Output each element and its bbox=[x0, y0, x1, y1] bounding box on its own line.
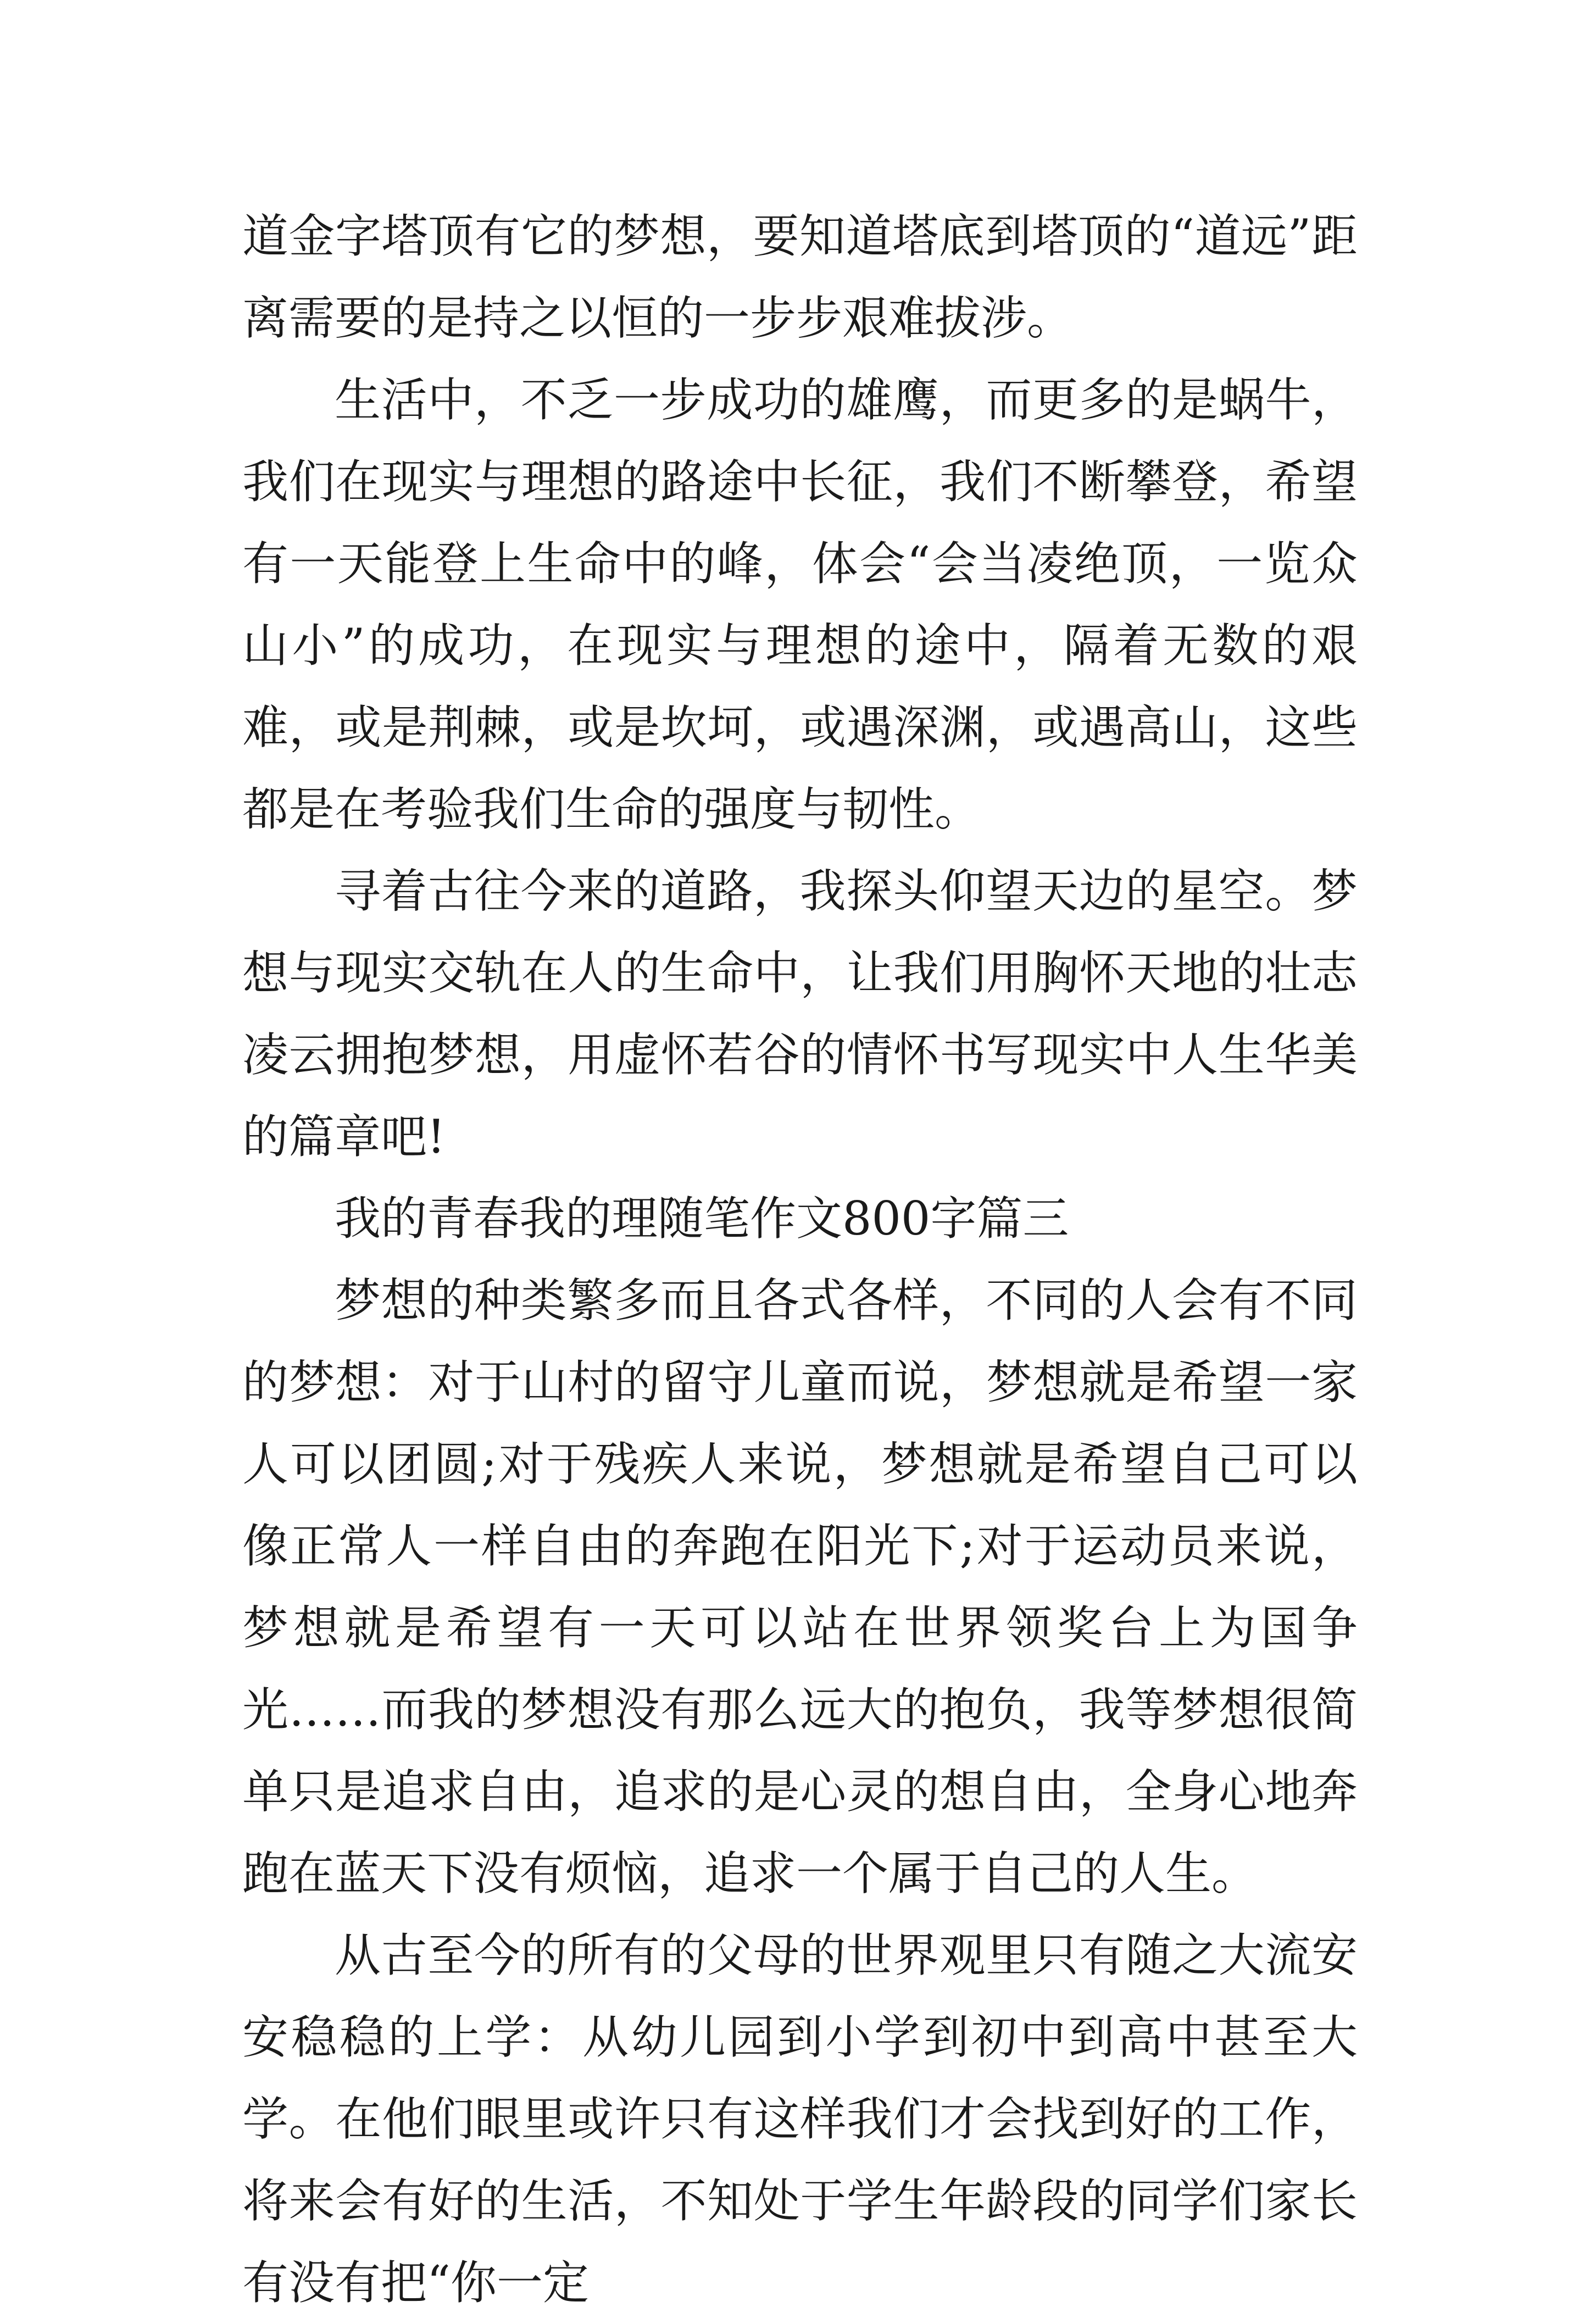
paragraph-5: 从古至今的所有的父母的世界观里只有随之大流安安稳稳的上学：从幼儿园到小学到初中到高中甚至大学。在他们眼里或许只有这样我们才会找到好的工作，将来会有好的生活，不知处于学生年龄段的同学们家长有没有把“你一定 bbox=[242, 1928, 1358, 2310]
paragraph-4: 梦想的种类繁多而且各式各样，不同的人会有不同的梦想：对于山村的留守儿童而说，梦想就是希望一家人可以团圆;对于残疾人来说，梦想就是希望自己可以像正常人一样自由的奔跑在阳光下;对于运动员来说，梦想就是希望有一天可以站在世界领奖台上为国争光……而我的梦想没有那么远大的抱负，我等梦想很简单只是追求自由，追求的是心灵的想自由，全身心地奔跑在蓝天下没有烦恼，追求一个属于自己的人生。 bbox=[242, 1274, 1358, 1900]
paragraph-1: 道金字塔顶有它的梦想，要知道塔底到塔顶的“道远”距离需要的是持之以恒的一步步艰难拔涉。 bbox=[242, 209, 1358, 345]
paragraph-2: 生活中，不乏一步成功的雄鹰，而更多的是蜗牛，我们在现实与理想的路途中长征，我们不断攀登，希望有一天能登上生命中的峰，体会“会当凌绝顶，一览众山小”的成功，在现实与理想的途中，隔着无数的艰难，或是荆棘，或是坎坷，或遇深渊，或遇高山，这些都是在考验我们生命的强度与韧性。 bbox=[242, 373, 1358, 836]
document-body bbox=[242, 196, 1358, 2324]
paragraph-3: 寻着古往今来的道路，我探头仰望天边的星空。梦想与现实交轨在人的生命中，让我们用胸怀天地的壮志凌云拥抱梦想，用虚怀若谷的情怀书写现实中人生华美的篇章吧! bbox=[242, 864, 1358, 1164]
section-heading: 我的青春我的理随笔作文800字篇三 bbox=[335, 1192, 1069, 1246]
